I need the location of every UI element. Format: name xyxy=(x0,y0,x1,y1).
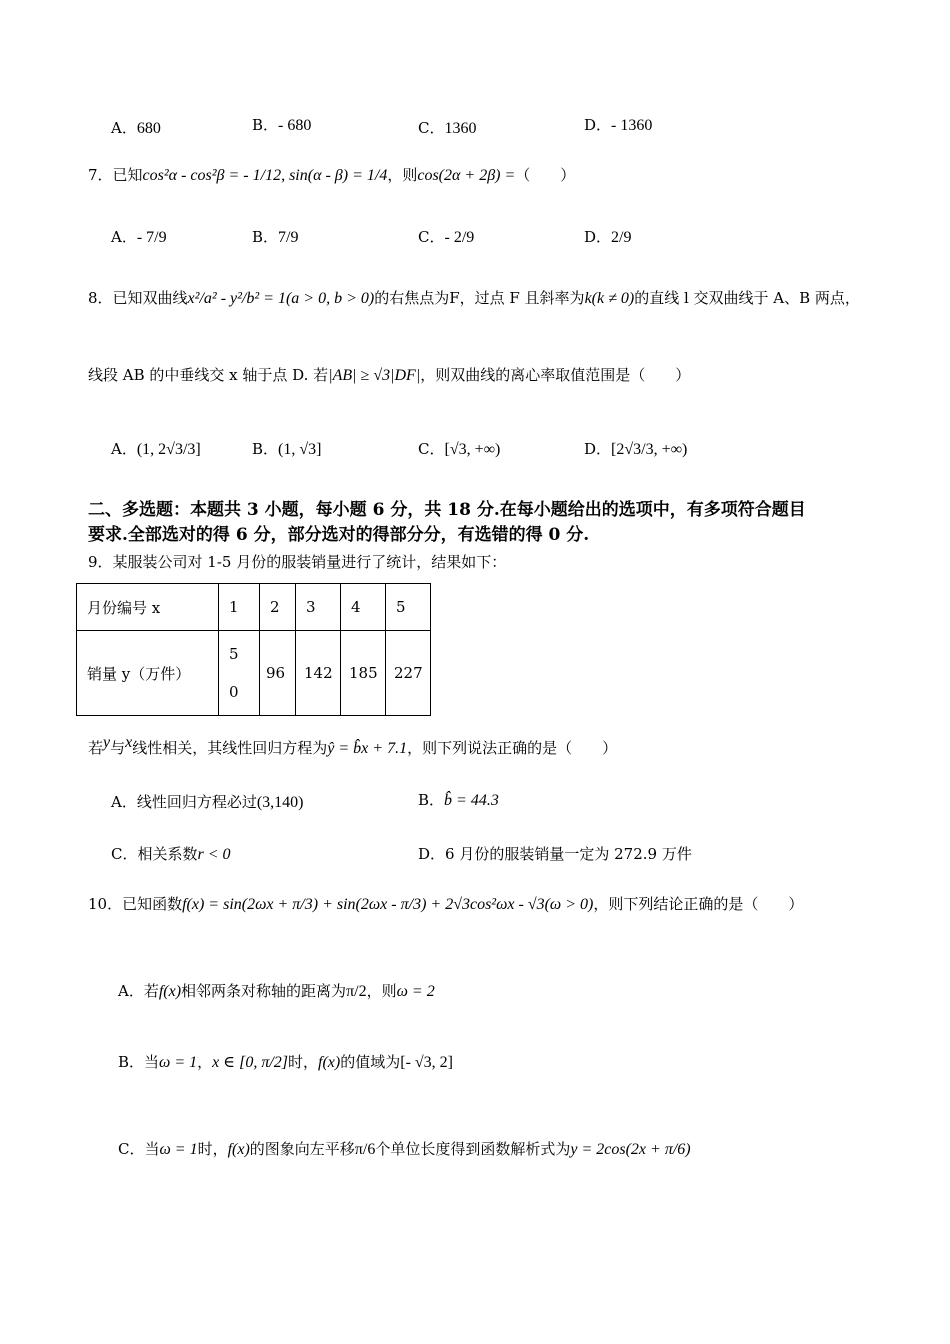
q10-option-c: C．当ω = 1时，f(x)的图象向左平移π/6个单位长度得到函数解析式为y = 2cos(2x + π/6) xyxy=(118,1140,691,1158)
q9-option-d: D．6 月份的服装销量一定为 272.9 万件 xyxy=(418,845,692,863)
q8-option-a: A．(1, 2√3/3] xyxy=(111,440,201,458)
q6-option-d-value: - 1360 xyxy=(611,117,653,134)
q7-formula: cos²α - cos²β = - 1/12, sin(α - β) = 1/4 xyxy=(142,167,388,184)
table-row-month xyxy=(77,584,431,631)
q7-paren: （ ） xyxy=(515,166,576,184)
q6-option-d: D．- 1360 xyxy=(584,116,653,134)
q10-function-formula: f(x) = sin(2ωx + π/3) + sin(2ωx - π/3) + 2√3cos²ωx - √3(ω > 0) xyxy=(182,896,594,913)
q8-hyperbola-formula: x²/a² - y²/b² = 1(a > 0, b > 0) xyxy=(187,290,375,307)
table-cell: 227 xyxy=(386,631,431,716)
q7-option-d: D．2/9 xyxy=(584,228,632,246)
table-cell: 96 xyxy=(260,631,296,716)
table-cell: 2 xyxy=(260,584,296,631)
table-cell: 5 xyxy=(386,584,431,631)
q9-stem: 若$^y$与$^x$线性相关，其线性回归方程为ŷ = b̂x + 7.1，则下列说法正确的是（ ） xyxy=(88,734,618,757)
q9-regression-formula: ŷ = b̂x + 7.1 xyxy=(327,740,408,757)
q9-option-a: A．线性回归方程必过(3,140) xyxy=(111,793,304,811)
section2-heading-line1: 二、多选题：本题共 3 小题，每小题 6 分，共 18 分.在每小题给出的选项中，有多项符合题目 xyxy=(88,500,806,520)
section2-heading-line2: 要求.全部选对的得 6 分，部分选对的得部分分，有选错的得 0 分. xyxy=(88,525,590,545)
table-cell-sales-label: 销量 y（万件） xyxy=(77,631,219,716)
q7-option-c: C．- 2/9 xyxy=(418,228,475,246)
q8-option-c: C．[√3, +∞) xyxy=(418,440,501,458)
table-cell: 4 xyxy=(341,584,386,631)
q7-option-a: A．- 7/9 xyxy=(111,228,167,246)
q9-intro: 9．某服装公司对 1-5 月份的服装销量进行了统计，结果如下： xyxy=(88,553,507,571)
q6-option-b-value: - 680 xyxy=(278,117,312,134)
table-cell: 1 xyxy=(219,584,260,631)
q10-option-b: B．当ω = 1，x ∈ [0, π/2]时，f(x)的值域为[- √3, 2] xyxy=(118,1053,453,1071)
q7-number: 7．已知 xyxy=(88,166,143,184)
q7-option-b: B．7/9 xyxy=(252,228,299,246)
q7-formula2: cos(2α + 2β) = xyxy=(417,167,516,184)
q10-option-a: A．若f(x)相邻两条对称轴的距离为π/2，则ω = 2 xyxy=(118,982,435,1000)
q7-stem xyxy=(88,166,575,185)
table-cell: 185 xyxy=(341,631,386,716)
q7-tail: ，则 xyxy=(387,166,418,184)
q10-stem: 10．已知函数f(x) = sin(2ωx + π/3) + sin(2ωx - π/3) + 2√3cos²ωx - √3(ω > 0)，则下列结论正确的是（ ） xyxy=(88,895,804,913)
q8-stem-line1: 8．已知双曲线x²/a² - y²/b² = 1(a > 0, b > 0)的右焦点为F，过点 F 且斜率为k(k ≠ 0)的直线 l 交双曲线于 A、B 两点， xyxy=(88,289,860,307)
q6-option-a: A．680 xyxy=(111,119,161,137)
table-cell: 142 xyxy=(296,631,341,716)
table-cell-first-sales: 5 0 xyxy=(219,631,260,716)
q6-option-c: C．1360 xyxy=(418,119,477,137)
table-cell-month-label: 月份编号 x xyxy=(77,584,219,631)
q8-stem-line2: 线段 AB 的中垂线交 x 轴于点 D. 若|AB| ≥ √3|DF|，则双曲线的离心率取值范围是（ ） xyxy=(88,366,691,384)
q8-k-formula: k(k ≠ 0) xyxy=(584,290,635,307)
table-cell: 3 xyxy=(296,584,341,631)
q8-condition-formula: |AB| ≥ √3|DF| xyxy=(328,367,421,384)
q9-option-b: B．b̂ = 44.3 xyxy=(418,791,499,809)
sales-table xyxy=(76,583,431,716)
q6-option-c-value: 1360 xyxy=(444,120,477,137)
q6-option-b: B．- 680 xyxy=(252,116,312,134)
q8-option-b: B．(1, √3] xyxy=(252,440,322,458)
q6-option-a-value: 680 xyxy=(136,120,161,137)
q8-option-d: D．[2√3/3, +∞) xyxy=(584,440,688,458)
q9-option-c: C．相关系数r < 0 xyxy=(111,845,231,863)
table-row-sales xyxy=(77,631,431,716)
